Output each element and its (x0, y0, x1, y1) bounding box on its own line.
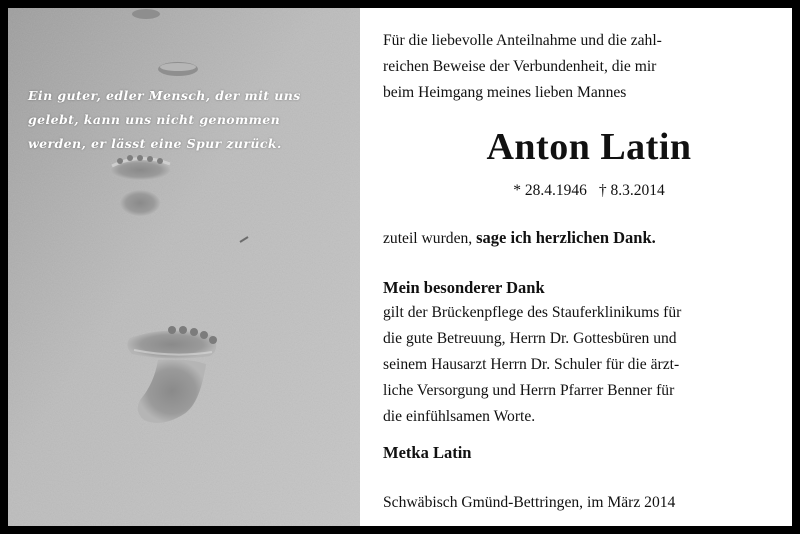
thanks-prefix: zuteil wurden, (383, 230, 473, 247)
quote-line: gelebt, kann uns nicht genommen (28, 112, 281, 127)
quote-line: werden, er lässt eine Spur zurück. (28, 136, 282, 151)
intro-line: Für die liebevolle Anteilnahme und die zahl- (383, 32, 662, 49)
thanks-line (383, 225, 656, 252)
special-line: liche Versorgung und Herrn Pfarrer Benner für (383, 382, 675, 399)
intro-paragraph (383, 28, 662, 106)
intro-line: beim Heimgang meines lieben Mannes (383, 84, 627, 101)
special-line: gilt der Brückenpflege des Stauferklinikums für (383, 304, 682, 321)
birth-date: * 28.4.1946 (513, 182, 587, 199)
thanks-emphasis: sage ich herzlichen Dank. (476, 228, 656, 247)
death-date: † 8.3.2014 (598, 182, 665, 199)
special-line: die gute Betreuung, Herrn Dr. Gottesbüren und (383, 330, 677, 347)
life-dates (383, 178, 795, 204)
place-and-date: Schwäbisch Gmünd-Bettringen, im März 2014 (383, 494, 676, 511)
footprint-far (132, 9, 160, 19)
footprint-2 (158, 62, 198, 76)
special-line: die einfühlsamen Worte. (383, 408, 536, 425)
special-thanks-paragraph (383, 300, 681, 430)
memorial-quote (28, 84, 358, 156)
intro-line: reichen Beweise der Verbundenheit, die mir (383, 58, 657, 75)
special-thanks-heading: Mein besonderer Dank (383, 278, 545, 297)
footprints-photo (8, 8, 360, 526)
deceased-name: Anton Latin (486, 126, 692, 168)
quote-line: Ein guter, edler Mensch, der mit uns (28, 88, 301, 103)
signer-name: Metka Latin (383, 443, 472, 462)
special-line: seinem Hausarzt Herrn Dr. Schuler für die ärzt- (383, 356, 680, 373)
